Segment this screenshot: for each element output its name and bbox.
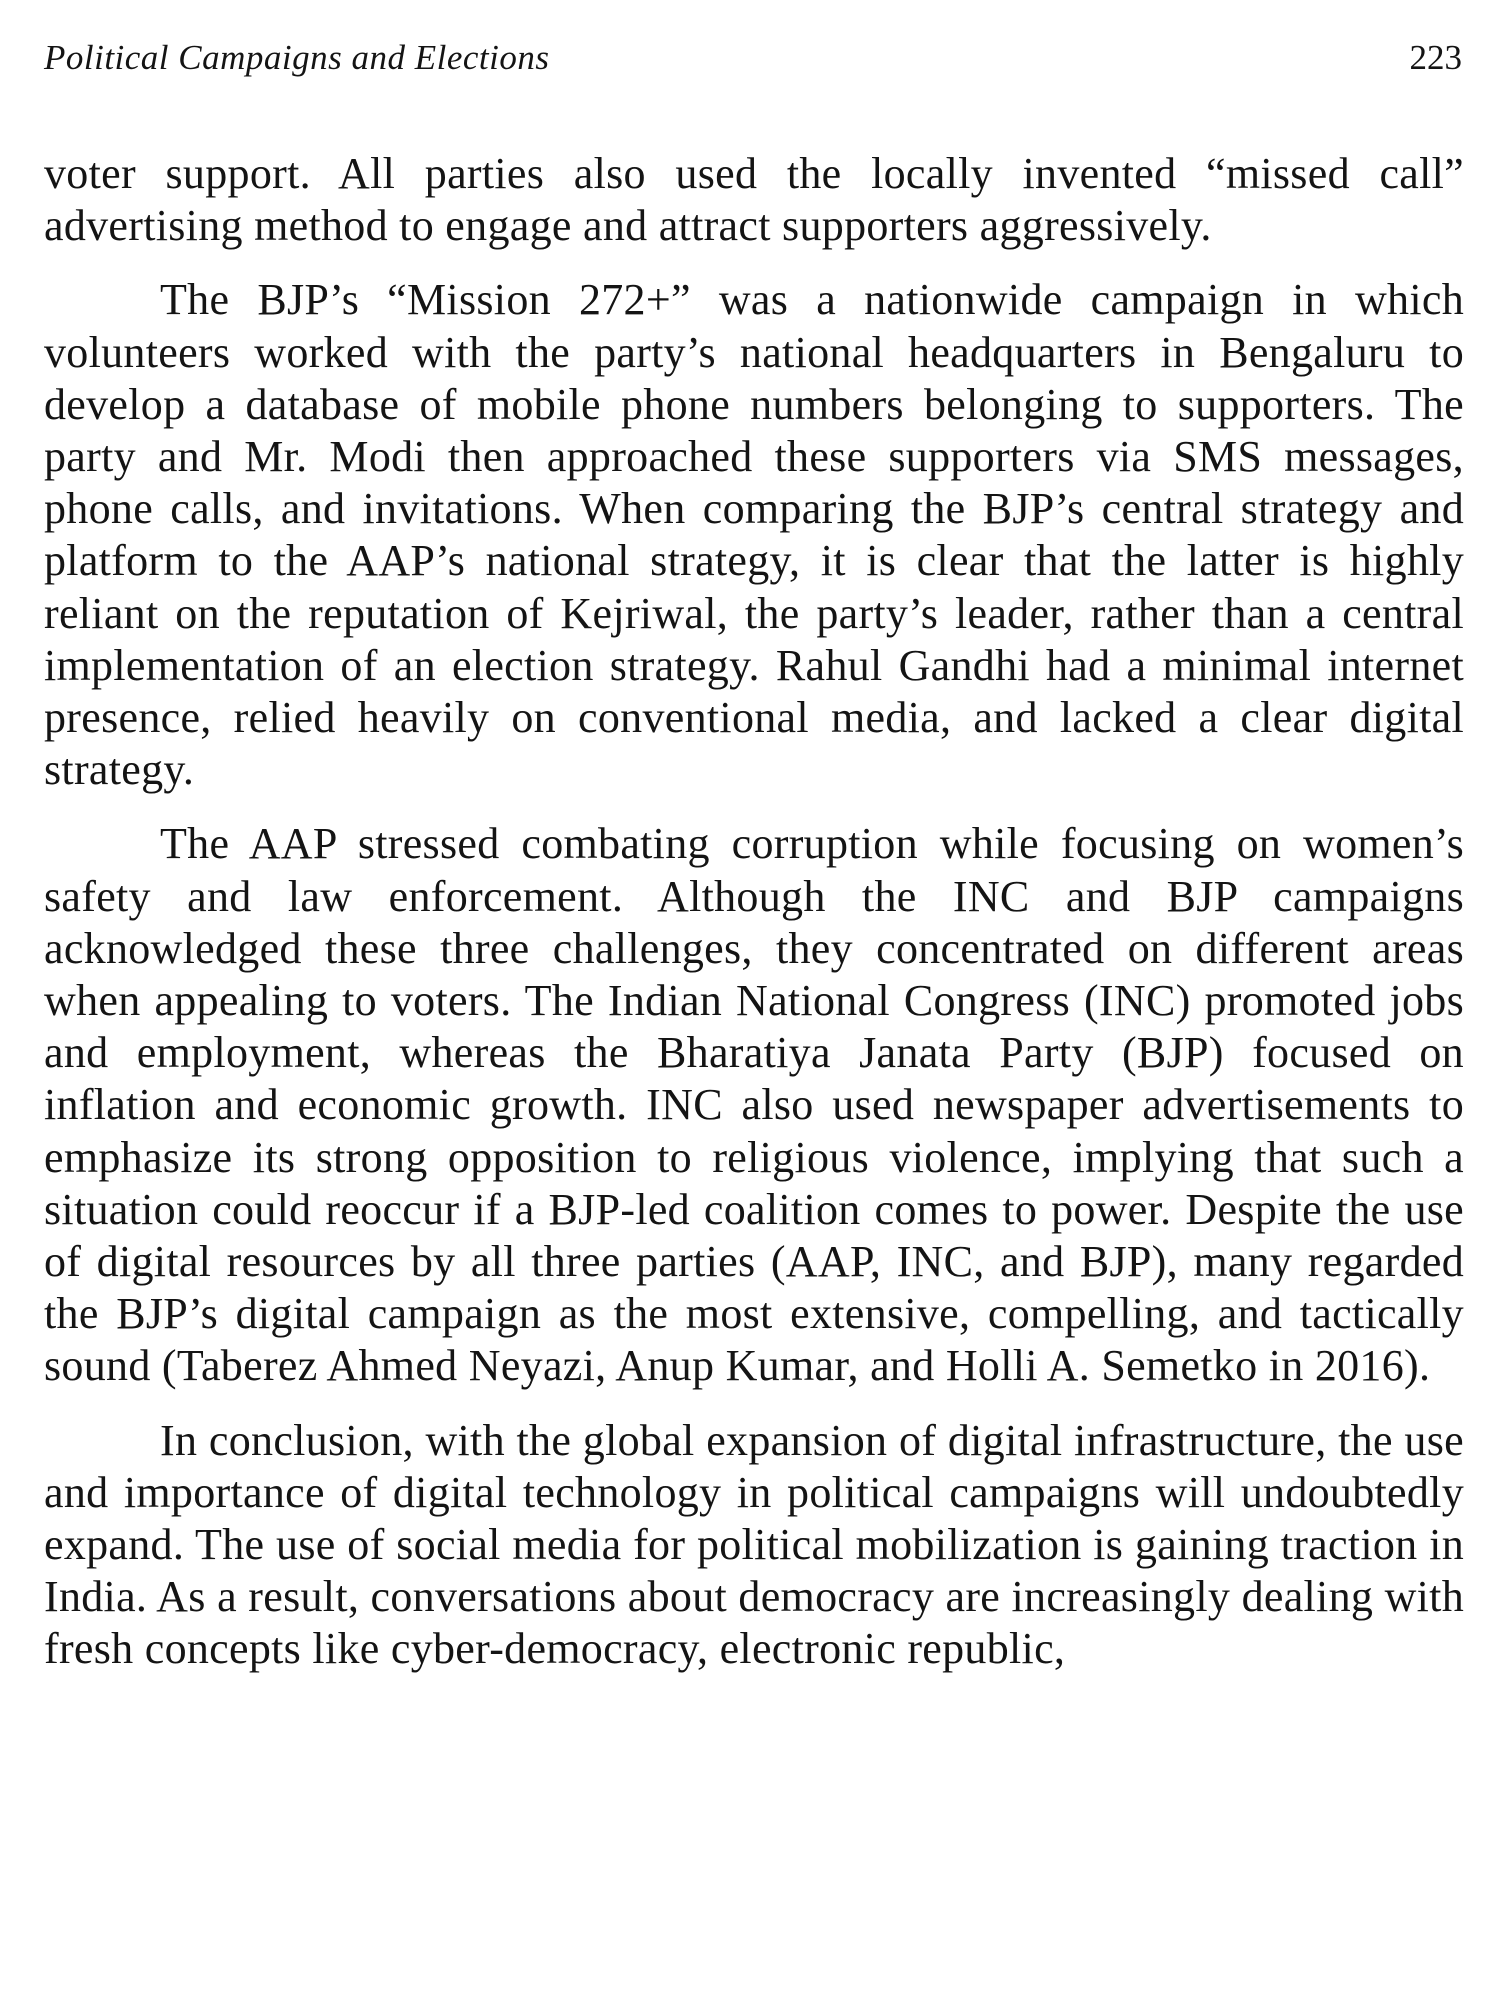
paragraph-1: voter support. All parties also used the locally invented “missed call” advertising method to engage and attract supporters aggressively.	[44, 149, 1464, 251]
running-head-title: Political Campaigns and Elections	[44, 38, 550, 77]
paragraph-2: The BJP’s “Mission 272+” was a nationwide campaign in which volunteers worked with the party’s national headquarters in Bengaluru to develop a database of mobile phone numbers belonging to supporters. The party and Mr. Modi then approached these supporters via SMS messages, phone calls, and invitations. When comparing the BJP’s central strategy and platform to the AAP’s national strategy, it is clear that the latter is highly reliant on the reputation of Kejriwal, the party’s leader, rather than a central implementation of an election strategy. Rahul Gandhi had a minimal internet presence, relied heavily on conventional media, and lacked a clear digital strategy.	[44, 275, 1464, 795]
paragraph-3: The AAP stressed combating corruption while focusing on women’s safety and law enforcement. Although the INC and BJP campaigns acknowledged these three challenges, they concentrated on different areas when appealing to voters. The Indian National Congress (INC) promoted jobs and employment, whereas the Bharatiya Janata Party (BJP) focused on inflation and economic growth. INC also used newspaper advertisements to emphasize its strong opposition to religious violence, implying that such a situation could reoccur if a BJP-led coalition comes to power. Despite the use of digital resources by all three parties (AAP, INC, and BJP), many regarded the BJP’s digital campaign as the most extensive, compelling, and tactically sound (Taberez Ahmed Neyazi, Anup Kumar, and Holli A. Semetko in 2016).	[44, 819, 1464, 1391]
paragraph-4: In conclusion, with the global expansion of digital infrastructure, the use and importance of digital technology in political campaigns will undoubtedly expand. The use of social media for political mobilization is gaining traction in India. As a result, conversations about democracy are increasingly dealing with fresh concepts like cyber-democracy, electronic republic,	[44, 1415, 1464, 1674]
page-number: 223	[1409, 38, 1462, 77]
body-text	[44, 148, 1464, 1676]
